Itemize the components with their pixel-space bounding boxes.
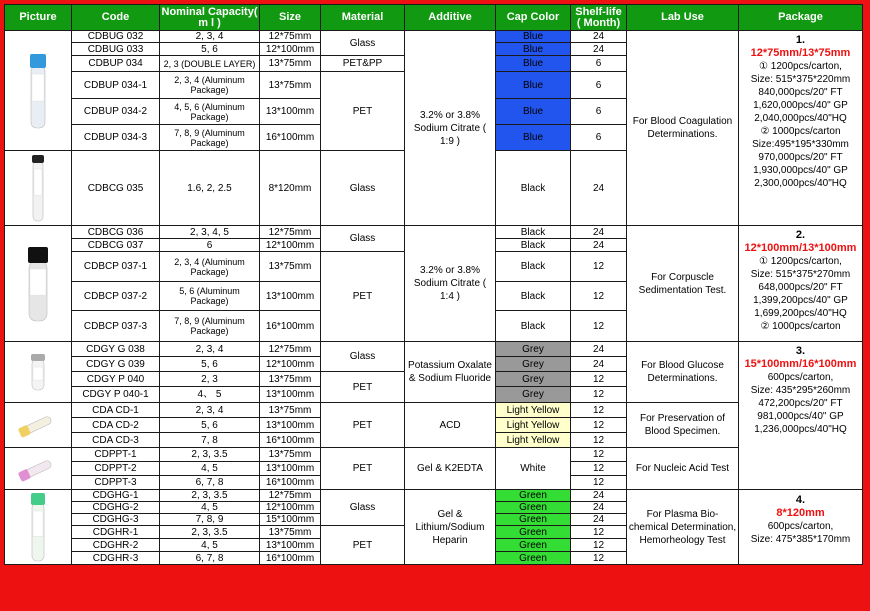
shelf-life-cell: 6 xyxy=(571,125,627,151)
package-detail-line: 472,200pcs/20" FT xyxy=(758,398,843,409)
size-cell: 13*75mm xyxy=(260,403,321,418)
shelf-life-cell: 24 xyxy=(571,43,627,56)
package-detail-line: 1,620,000pcs/40" GP xyxy=(753,100,848,111)
code-cell: CDGY P 040-1 xyxy=(72,387,160,403)
size-cell: 8*120mm xyxy=(260,151,321,226)
shelf-life-cell: 12 xyxy=(571,403,627,418)
capacity-cell: 7, 8, 9 (Aluminum Package) xyxy=(160,311,260,342)
package-detail-line: 1,930,000pcs/40" GP xyxy=(753,165,848,176)
cap-color-cell: Black xyxy=(496,151,571,226)
code-cell: CDBUP 034-3 xyxy=(72,125,160,151)
code-cell: CDBUP 034-1 xyxy=(72,72,160,99)
code-cell: CDPPT-1 xyxy=(72,448,160,462)
shelf-life-cell: 24 xyxy=(571,490,627,502)
capacity-cell: 5, 6 (Aluminum Package) xyxy=(160,282,260,311)
additive-cell: 3.2% or 3.8% Sodium Citrate ( 1:9 ) xyxy=(405,31,496,226)
capacity-cell: 2, 3 (DOUBLE LAYER) xyxy=(160,56,260,72)
capacity-cell: 7, 8, 9 xyxy=(160,514,260,526)
capacity-cell: 2, 3, 3.5 xyxy=(160,490,260,502)
code-cell: CDBCG 037 xyxy=(72,239,160,252)
cap-color-cell: Blue xyxy=(496,56,571,72)
cap-color-cell: Green xyxy=(496,514,571,526)
shelf-life-cell: 24 xyxy=(571,239,627,252)
package-detail-line: Size: 475*385*170mm xyxy=(750,534,851,545)
code-cell: CDBCG 036 xyxy=(72,226,160,239)
cap-color-cell: Blue xyxy=(496,72,571,99)
package-detail-line: Size: 515*375*270mm xyxy=(750,269,851,280)
code-cell: CDGHR-1 xyxy=(72,526,160,539)
code-cell: CDGHR-3 xyxy=(72,552,160,565)
size-cell: 13*100mm xyxy=(260,282,321,311)
package-detail-line: 1,236,000pcs/40"HQ xyxy=(754,424,847,435)
header-code: Code xyxy=(72,5,160,31)
package-detail-line: 981,000pcs/40" GP xyxy=(757,411,844,422)
package-detail-line: 600pcs/carton, xyxy=(767,372,834,383)
code-cell: CDBCG 035 xyxy=(72,151,160,226)
package-cell xyxy=(739,31,863,226)
shelf-life-cell: 12 xyxy=(571,526,627,539)
code-cell: CDGY P 040 xyxy=(72,372,160,387)
cap-color-cell: Black xyxy=(496,282,571,311)
size-cell: 13*75mm xyxy=(260,372,321,387)
package-detail-line: 840,000pcs/20" FT xyxy=(758,87,843,98)
picture-cell xyxy=(5,226,72,342)
capacity-cell: 2, 3, 4 xyxy=(160,403,260,418)
size-cell: 13*100mm xyxy=(260,99,321,125)
header-row xyxy=(5,5,863,31)
capacity-cell: 2, 3, 4 (Aluminum Package) xyxy=(160,72,260,99)
lab-use-cell: For Nucleic Acid Test xyxy=(627,448,739,490)
shelf-life-cell: 24 xyxy=(571,514,627,526)
capacity-cell: 2, 3, 4, 5 xyxy=(160,226,260,239)
package-number: 2. xyxy=(795,229,806,241)
size-cell: 12*75mm xyxy=(260,490,321,502)
package-cell xyxy=(739,226,863,342)
size-cell: 13*100mm xyxy=(260,539,321,552)
capacity-cell: 7, 8, 9 (Aluminum Package) xyxy=(160,125,260,151)
product-spec-table xyxy=(4,4,863,565)
cap-color-cell: Green xyxy=(496,502,571,514)
shelf-life-cell: 24 xyxy=(571,31,627,43)
size-cell: 16*100mm xyxy=(260,552,321,565)
cap-color-cell: White xyxy=(496,448,571,490)
code-cell: CDBCP 037-1 xyxy=(72,252,160,282)
picture-cell xyxy=(5,151,72,226)
package-detail-line: ① 1200pcs/carton, xyxy=(759,61,842,72)
tube-photo xyxy=(27,245,49,323)
cap-color-cell: Light Yellow xyxy=(496,433,571,448)
capacity-cell: 4, 5 xyxy=(160,539,260,552)
package-tube-size: 12*75mm/13*75mm xyxy=(750,47,851,59)
capacity-cell: 2, 3, 4 (Aluminum Package) xyxy=(160,252,260,282)
cap-color-cell: Black xyxy=(496,252,571,282)
lab-use-cell: For Plasma Bio-chemical Determination, Hemorheology Test xyxy=(627,490,739,565)
cap-color-cell: Grey xyxy=(496,387,571,403)
cap-color-cell: Grey xyxy=(496,342,571,357)
material-cell: Glass xyxy=(321,490,405,526)
package-detail-line: ① 1200pcs/carton, xyxy=(759,256,842,267)
code-cell: CDGHG-3 xyxy=(72,514,160,526)
size-cell: 16*100mm xyxy=(260,433,321,448)
capacity-cell: 4、 5 xyxy=(160,387,260,403)
cap-color-cell: Black xyxy=(496,226,571,239)
picture-cell xyxy=(5,448,72,490)
package-number: 3. xyxy=(795,345,806,357)
code-cell: CDPPT-2 xyxy=(72,462,160,476)
code-cell: CDGHG-2 xyxy=(72,502,160,514)
size-cell: 12*100mm xyxy=(260,357,321,372)
package-tube-size: 8*120mm xyxy=(776,507,825,519)
capacity-cell: 6, 7, 8 xyxy=(160,476,260,490)
material-cell: Glass xyxy=(321,342,405,372)
header-package: Package xyxy=(739,5,863,31)
code-cell: CDGY G 039 xyxy=(72,357,160,372)
shelf-life-cell: 12 xyxy=(571,252,627,282)
picture-cell xyxy=(5,403,72,448)
code-cell: CDPPT-3 xyxy=(72,476,160,490)
shelf-life-cell: 12 xyxy=(571,387,627,403)
code-cell: CDA CD-1 xyxy=(72,403,160,418)
package-detail-line: ② 1000pcs/carton xyxy=(760,321,841,332)
shelf-life-cell: 12 xyxy=(571,448,627,462)
package-detail-line: 600pcs/carton, xyxy=(767,521,834,532)
header-capacity: Nominal Capacity( m l ) xyxy=(160,5,260,31)
size-cell: 13*100mm xyxy=(260,418,321,433)
cap-color-cell: Black xyxy=(496,311,571,342)
shelf-life-cell: 24 xyxy=(571,151,627,226)
package-tube-size: 15*100mm/16*100mm xyxy=(744,358,857,370)
shelf-life-cell: 12 xyxy=(571,433,627,448)
lab-use-cell: For Corpuscle Sedimentation Test. xyxy=(627,226,739,342)
shelf-life-cell: 12 xyxy=(571,552,627,565)
size-cell: 12*100mm xyxy=(260,43,321,56)
size-cell: 12*75mm xyxy=(260,226,321,239)
package-cell xyxy=(739,490,863,565)
shelf-life-cell: 24 xyxy=(571,226,627,239)
material-cell: PET&PP xyxy=(321,56,405,72)
package-detail-line: 2,300,000pcs/40"HQ xyxy=(754,178,847,189)
material-cell: PET xyxy=(321,403,405,448)
size-cell: 15*100mm xyxy=(260,514,321,526)
size-cell: 13*75mm xyxy=(260,448,321,462)
cap-color-cell: Light Yellow xyxy=(496,403,571,418)
tube-photo xyxy=(31,153,45,223)
package-detail-line: ② 1000pcs/carton xyxy=(760,126,841,137)
cap-color-cell: Blue xyxy=(496,99,571,125)
package-detail-line: 970,000pcs/20" FT xyxy=(758,152,843,163)
code-cell: CDBUG 032 xyxy=(72,31,160,43)
capacity-cell: 7, 8 xyxy=(160,433,260,448)
table-row xyxy=(5,490,863,502)
material-cell: PET xyxy=(321,72,405,151)
code-cell: CDBCP 037-2 xyxy=(72,282,160,311)
picture-cell xyxy=(5,342,72,403)
additive-cell: Gel & K2EDTA xyxy=(405,448,496,490)
cap-color-cell: Green xyxy=(496,552,571,565)
material-cell: Glass xyxy=(321,31,405,56)
cap-color-cell: Blue xyxy=(496,43,571,56)
additive-cell: Potassium Oxalate & Sodium Fluoride xyxy=(405,342,496,403)
shelf-life-cell: 12 xyxy=(571,311,627,342)
code-cell: CDA CD-3 xyxy=(72,433,160,448)
table-row xyxy=(5,403,863,418)
lab-use-cell: For Blood Glucose Determinations. xyxy=(627,342,739,403)
package-detail-line: 1,699,200pcs/40"HQ xyxy=(754,308,847,319)
size-cell: 13*75mm xyxy=(260,526,321,539)
code-cell: CDBUP 034 xyxy=(72,56,160,72)
package-detail-line: Size:495*195*330mm xyxy=(752,139,849,150)
cap-color-cell: Blue xyxy=(496,125,571,151)
shelf-life-cell: 6 xyxy=(571,56,627,72)
tube-photo xyxy=(16,456,60,482)
shelf-life-cell: 12 xyxy=(571,462,627,476)
capacity-cell: 5, 6 xyxy=(160,418,260,433)
shelf-life-cell: 6 xyxy=(571,72,627,99)
size-cell: 12*75mm xyxy=(260,31,321,43)
shelf-life-cell: 12 xyxy=(571,476,627,490)
package-detail-line: 2,040,000pcs/40"HQ xyxy=(754,113,847,124)
table-row xyxy=(5,226,863,239)
cap-color-cell: Light Yellow xyxy=(496,418,571,433)
package-detail-line: 1,399,200pcs/40" GP xyxy=(753,295,848,306)
size-cell: 16*100mm xyxy=(260,476,321,490)
header-shelf-life: Shelf-life ( Month) xyxy=(571,5,627,31)
capacity-cell: 4, 5 xyxy=(160,502,260,514)
lab-use-cell: For Blood Coagulation Determinations. xyxy=(627,31,739,226)
capacity-cell: 4, 5 xyxy=(160,462,260,476)
size-cell: 12*75mm xyxy=(260,342,321,357)
size-cell: 12*100mm xyxy=(260,239,321,252)
shelf-life-cell: 12 xyxy=(571,539,627,552)
capacity-cell: 4, 5, 6 (Aluminum Package) xyxy=(160,99,260,125)
header-additive: Additive xyxy=(405,5,496,31)
shelf-life-cell: 6 xyxy=(571,99,627,125)
package-number: 1. xyxy=(795,34,806,46)
package-detail-line: Size: 435*295*260mm xyxy=(750,385,851,396)
material-cell: PET xyxy=(321,372,405,403)
picture-cell xyxy=(5,490,72,565)
cap-color-cell: Green xyxy=(496,490,571,502)
material-cell: Glass xyxy=(321,151,405,226)
additive-cell: Gel & Lithium/Sodium Heparin xyxy=(405,490,496,565)
code-cell: CDGHR-2 xyxy=(72,539,160,552)
cap-color-cell: Grey xyxy=(496,357,571,372)
tube-photo xyxy=(30,491,46,563)
code-cell: CDBCP 037-3 xyxy=(72,311,160,342)
material-cell: PET xyxy=(321,448,405,490)
shelf-life-cell: 12 xyxy=(571,282,627,311)
size-cell: 13*75mm xyxy=(260,252,321,282)
code-cell: CDBUP 034-2 xyxy=(72,99,160,125)
code-cell: CDA CD-2 xyxy=(72,418,160,433)
code-cell: CDGHG-1 xyxy=(72,490,160,502)
package-cell xyxy=(739,342,863,490)
header-size: Size xyxy=(260,5,321,31)
capacity-cell: 2, 3, 4 xyxy=(160,31,260,43)
picture-cell xyxy=(5,31,72,151)
header-lab-use: Lab Use xyxy=(627,5,739,31)
capacity-cell: 1.6, 2, 2.5 xyxy=(160,151,260,226)
capacity-cell: 5, 6 xyxy=(160,43,260,56)
capacity-cell: 6, 7, 8 xyxy=(160,552,260,565)
material-cell: PET xyxy=(321,252,405,342)
shelf-life-cell: 24 xyxy=(571,357,627,372)
cap-color-cell: Black xyxy=(496,239,571,252)
size-cell: 13*100mm xyxy=(260,387,321,403)
package-tube-size: 12*100mm/13*100mm xyxy=(744,242,857,254)
package-detail-line: Size: 515*375*220mm xyxy=(750,74,851,85)
tube-photo xyxy=(29,52,47,130)
material-cell: Glass xyxy=(321,226,405,252)
header-material: Material xyxy=(321,5,405,31)
code-cell: CDBUG 033 xyxy=(72,43,160,56)
additive-cell: ACD xyxy=(405,403,496,448)
package-number: 4. xyxy=(795,494,806,506)
size-cell: 13*100mm xyxy=(260,462,321,476)
capacity-cell: 5, 6 xyxy=(160,357,260,372)
header-cap-color: Cap Color xyxy=(496,5,571,31)
tube-photo xyxy=(16,412,60,438)
capacity-cell: 2, 3 xyxy=(160,372,260,387)
additive-cell: 3.2% or 3.8% Sodium Citrate ( 1:4 ) xyxy=(405,226,496,342)
cap-color-cell: Blue xyxy=(496,31,571,43)
package-detail-line: 648,000pcs/20" FT xyxy=(758,282,843,293)
tube-photo xyxy=(30,352,46,392)
cap-color-cell: Green xyxy=(496,526,571,539)
shelf-life-cell: 24 xyxy=(571,502,627,514)
capacity-cell: 2, 3, 4 xyxy=(160,342,260,357)
capacity-cell: 6 xyxy=(160,239,260,252)
code-cell: CDGY G 038 xyxy=(72,342,160,357)
size-cell: 12*100mm xyxy=(260,502,321,514)
table-row xyxy=(5,342,863,357)
cap-color-cell: Grey xyxy=(496,372,571,387)
size-cell: 16*100mm xyxy=(260,311,321,342)
capacity-cell: 2, 3, 3.5 xyxy=(160,448,260,462)
shelf-life-cell: 12 xyxy=(571,418,627,433)
capacity-cell: 2, 3, 3.5 xyxy=(160,526,260,539)
cap-color-cell: Green xyxy=(496,539,571,552)
shelf-life-cell: 24 xyxy=(571,342,627,357)
table-row xyxy=(5,448,863,462)
material-cell: PET xyxy=(321,526,405,565)
size-cell: 13*75mm xyxy=(260,72,321,99)
header-picture: Picture xyxy=(5,5,72,31)
lab-use-cell: For Preservation of Blood Specimen. xyxy=(627,403,739,448)
table-row xyxy=(5,31,863,43)
size-cell: 13*75mm xyxy=(260,56,321,72)
size-cell: 16*100mm xyxy=(260,125,321,151)
shelf-life-cell: 12 xyxy=(571,372,627,387)
